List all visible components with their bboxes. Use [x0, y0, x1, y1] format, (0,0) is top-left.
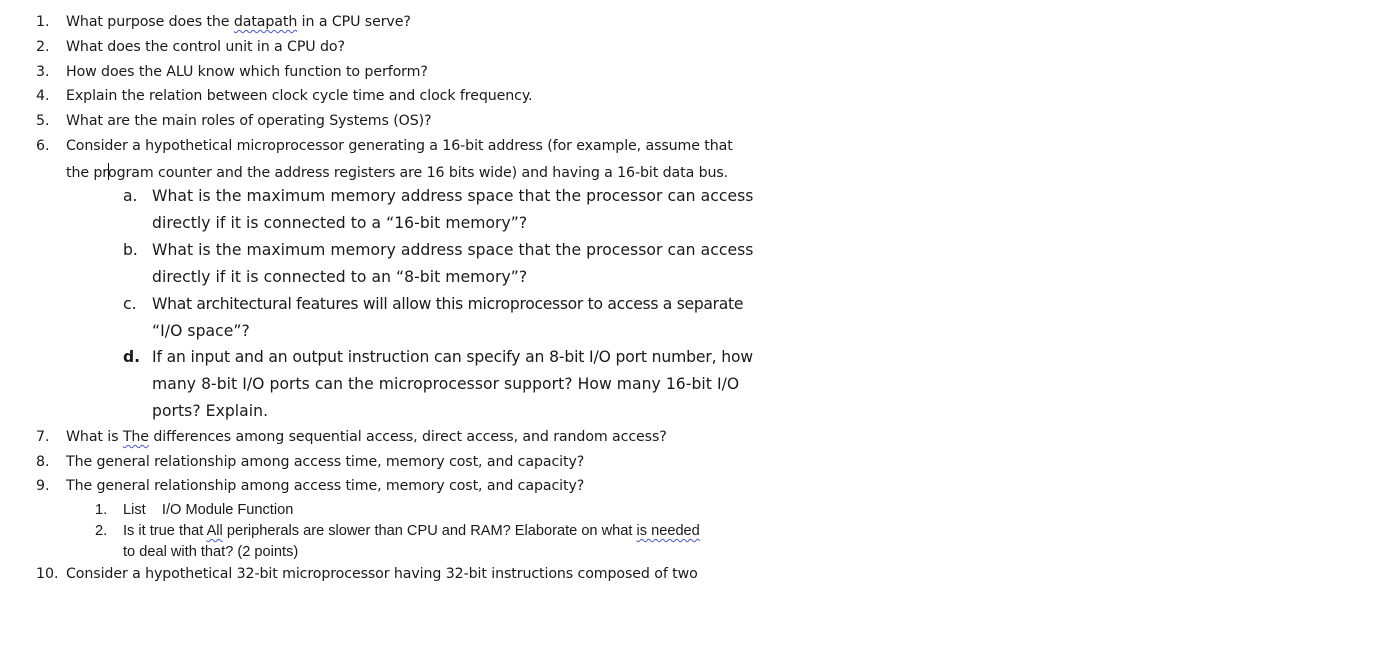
- sub-question-b-line-1: What is the maximum memory address space that the processor can access: [152, 241, 754, 259]
- grammar-flagged-word[interactable]: The: [122, 429, 149, 445]
- item-number: 5.: [36, 113, 50, 129]
- item-number: 10.: [36, 566, 59, 582]
- sub-question-a-line-2: directly if it is connected to a “16-bit memory”?: [152, 214, 528, 232]
- sub-item-letter: a.: [123, 187, 138, 205]
- item-number: 6.: [36, 138, 50, 154]
- spellcheck-flagged-word[interactable]: datapath: [233, 14, 298, 30]
- question-7: What is The differences among sequential access, direct access, and random access?: [66, 429, 667, 445]
- nested-question-2-line-2: to deal with that? (2 points): [123, 544, 299, 560]
- question-2: What does the control unit in a CPU do?: [66, 39, 345, 55]
- nested-item-number: 2.: [95, 523, 108, 539]
- question-9: The general relationship among access time, memory cost, and capacity?: [66, 478, 585, 494]
- grammar-flagged-phrase[interactable]: is needed: [636, 523, 700, 539]
- item-number: 4.: [36, 88, 50, 104]
- item-number: 2.: [36, 39, 50, 55]
- question-4: Explain the relation between clock cycle time and clock frequency.: [66, 88, 533, 104]
- sub-question-c-line-2: “I/O space”?: [152, 322, 250, 340]
- question-1: What purpose does the datapath in a CPU serve?: [66, 14, 411, 30]
- sub-question-c-line-1: What architectural features will allow this microprocessor to access a separate: [152, 295, 744, 313]
- question-3: How does the ALU know which function to perform?: [66, 64, 428, 80]
- item-number: 9.: [36, 478, 50, 494]
- sub-item-letter: c.: [123, 295, 137, 313]
- sub-question-b-line-2: directly if it is connected to an “8-bit memory”?: [152, 268, 528, 286]
- sub-question-d-line-1: If an input and an output instruction can specify an 8-bit I/O port number, how: [152, 348, 753, 366]
- sub-item-letter: b.: [123, 241, 138, 259]
- question-10: Consider a hypothetical 32-bit microprocessor having 32-bit instructions composed of two: [66, 566, 698, 582]
- question-6: Consider a hypothetical microprocessor generating a 16-bit address (for example, assume that: [66, 138, 733, 154]
- sub-question-a-line-1: What is the maximum memory address space that the processor can access: [152, 187, 754, 205]
- sub-question-d-line-3: ports? Explain.: [152, 402, 269, 420]
- item-number: 3.: [36, 64, 50, 80]
- item-number: 8.: [36, 454, 50, 470]
- nested-item-number: 1.: [95, 502, 108, 518]
- question-6-continuation: the program counter and the address registers are 16 bits wide) and having a 16-bit data bus.: [66, 165, 729, 181]
- item-number: 7.: [36, 429, 50, 445]
- question-5: What are the main roles of operating Systems (OS)?: [66, 113, 432, 129]
- nested-question-2-line-1: Is it true that All peripherals are slower than CPU and RAM? Elaborate on what is needed: [123, 523, 700, 539]
- question-8: The general relationship among access time, memory cost, and capacity?: [66, 454, 585, 470]
- grammar-flagged-word[interactable]: All: [206, 523, 223, 539]
- sub-question-d-line-2: many 8-bit I/O ports can the microprocessor support? How many 16-bit I/O: [152, 375, 740, 393]
- nested-question-1: List I/O Module Function: [123, 502, 294, 518]
- sub-item-letter: d.: [123, 348, 141, 366]
- item-number: 1.: [36, 14, 50, 30]
